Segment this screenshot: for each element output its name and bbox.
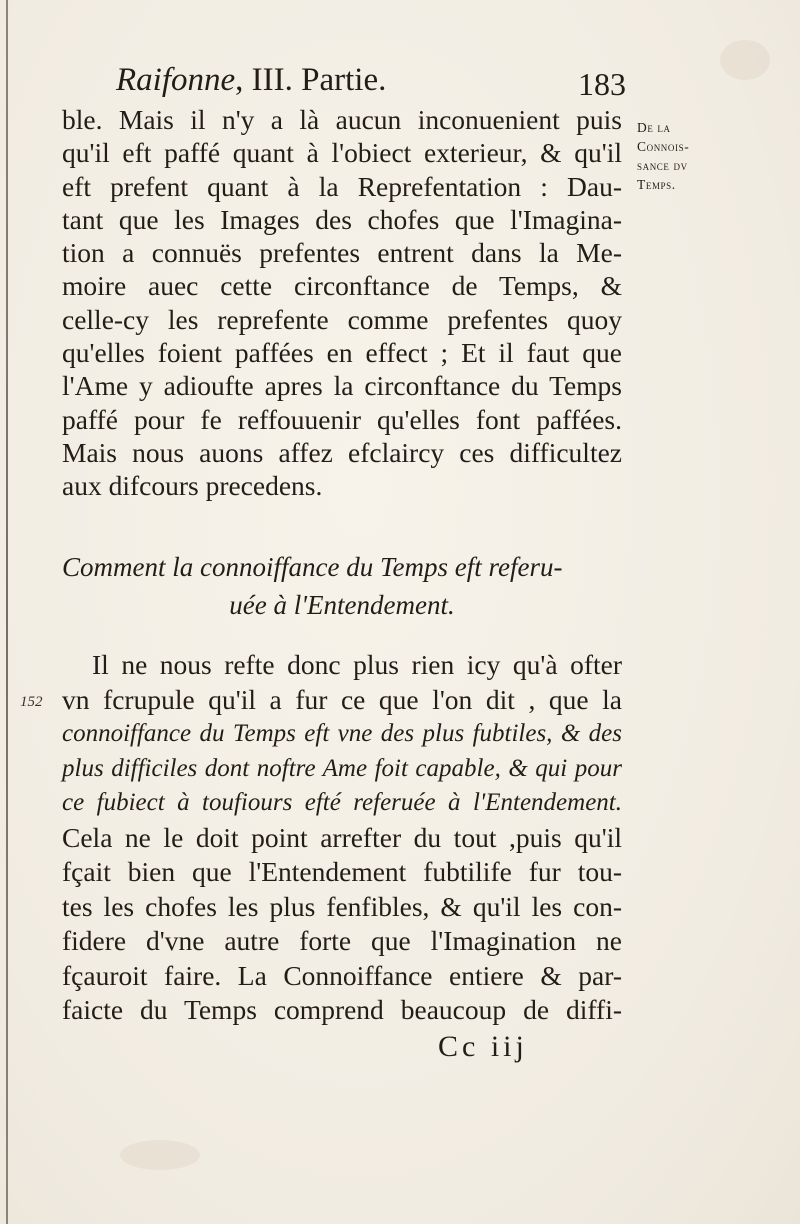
text-line: tes les chofes les plus fenfibles, & qu'il les con-: [62, 890, 622, 922]
page-gutter-edge: [6, 0, 8, 1224]
section-heading: [62, 548, 622, 624]
sidenote-line: Connois-: [637, 139, 690, 154]
text-line: vn fcrupule qu'il a fur ce que l'on dit , que la: [62, 683, 622, 715]
heading-line: Comment la connoiffance du Temps eft referu-: [62, 552, 563, 582]
margin-sidenote: [637, 118, 715, 194]
text-line: celle-cy les reprefente comme prefentes quoy: [62, 303, 622, 335]
text-line: Il ne nous refte donc plus rien icy qu'à ofter: [92, 649, 622, 680]
text-line: fçait bien que l'Entendement fubtilife fur tou-: [62, 856, 622, 887]
text-line: Mais nous auons affez efclaircy ces difficultez: [62, 436, 622, 468]
paragraph-2: [62, 648, 622, 1028]
running-head-title-rest: , III. Partie.: [235, 62, 387, 98]
text-line: moire auec cette circonftance de Temps, &: [62, 270, 622, 302]
text-line: fçauroit faire. La Connoiffance entiere & par-: [62, 959, 622, 991]
text-line: aux difcours precedens.: [62, 470, 323, 502]
text-line: qu'il eft paffé quant à l'obiect exterieur, & qu'il: [62, 137, 622, 169]
signature-mark: Cc iij: [438, 1030, 528, 1063]
paper-stain: [720, 40, 770, 80]
text-line: l'Ame y adioufte apres la circonftance du Temps: [62, 370, 622, 402]
text-line: ble. Mais il n'y a là aucun inconuenient puis: [62, 104, 622, 135]
margin-number: 152: [20, 694, 43, 710]
text-line: paffé pour fe reffouuenir qu'elles font paffées.: [62, 403, 622, 435]
paragraph-1: [62, 103, 622, 503]
text-line: fidere d'vne autre forte que l'Imagination ne: [62, 925, 622, 956]
text-line: eft prefent quant à la Reprefentation : Dau-: [62, 170, 622, 202]
paper-stain: [120, 1140, 200, 1170]
text-line-italic: connoiffance du Temps eft vne des plus fubtiles, & des: [62, 720, 622, 747]
heading-line: uée à l'Entendement.: [229, 590, 455, 620]
sidenote-line: Temps.: [637, 177, 676, 192]
text-line: faicte du Temps comprend beaucoup de diffi-: [62, 994, 622, 1025]
sidenote-line: sance dv: [637, 158, 688, 173]
running-head-title-italic: Raifonne: [116, 62, 236, 98]
text-line: Cela ne le doit point arrefter du tout ,puis qu'il: [62, 821, 622, 853]
page-number: 183: [578, 66, 626, 102]
text-line-italic: ce fubiect à toufiours efté referuée à l'Entendement.: [62, 789, 622, 816]
text-line: tant que les Images des chofes que l'Imagina-: [62, 203, 622, 235]
text-line-italic: plus difficiles dont noftre Ame foit capable, & qui pour: [62, 754, 622, 782]
text-line: tion a connuës prefentes entrent dans la Me-: [62, 237, 622, 269]
sidenote-line: De la: [637, 120, 671, 135]
text-line: qu'elles foient paffées en effect ; Et il faut que: [62, 337, 622, 369]
running-head: [116, 58, 626, 108]
running-head-title: [116, 60, 386, 100]
